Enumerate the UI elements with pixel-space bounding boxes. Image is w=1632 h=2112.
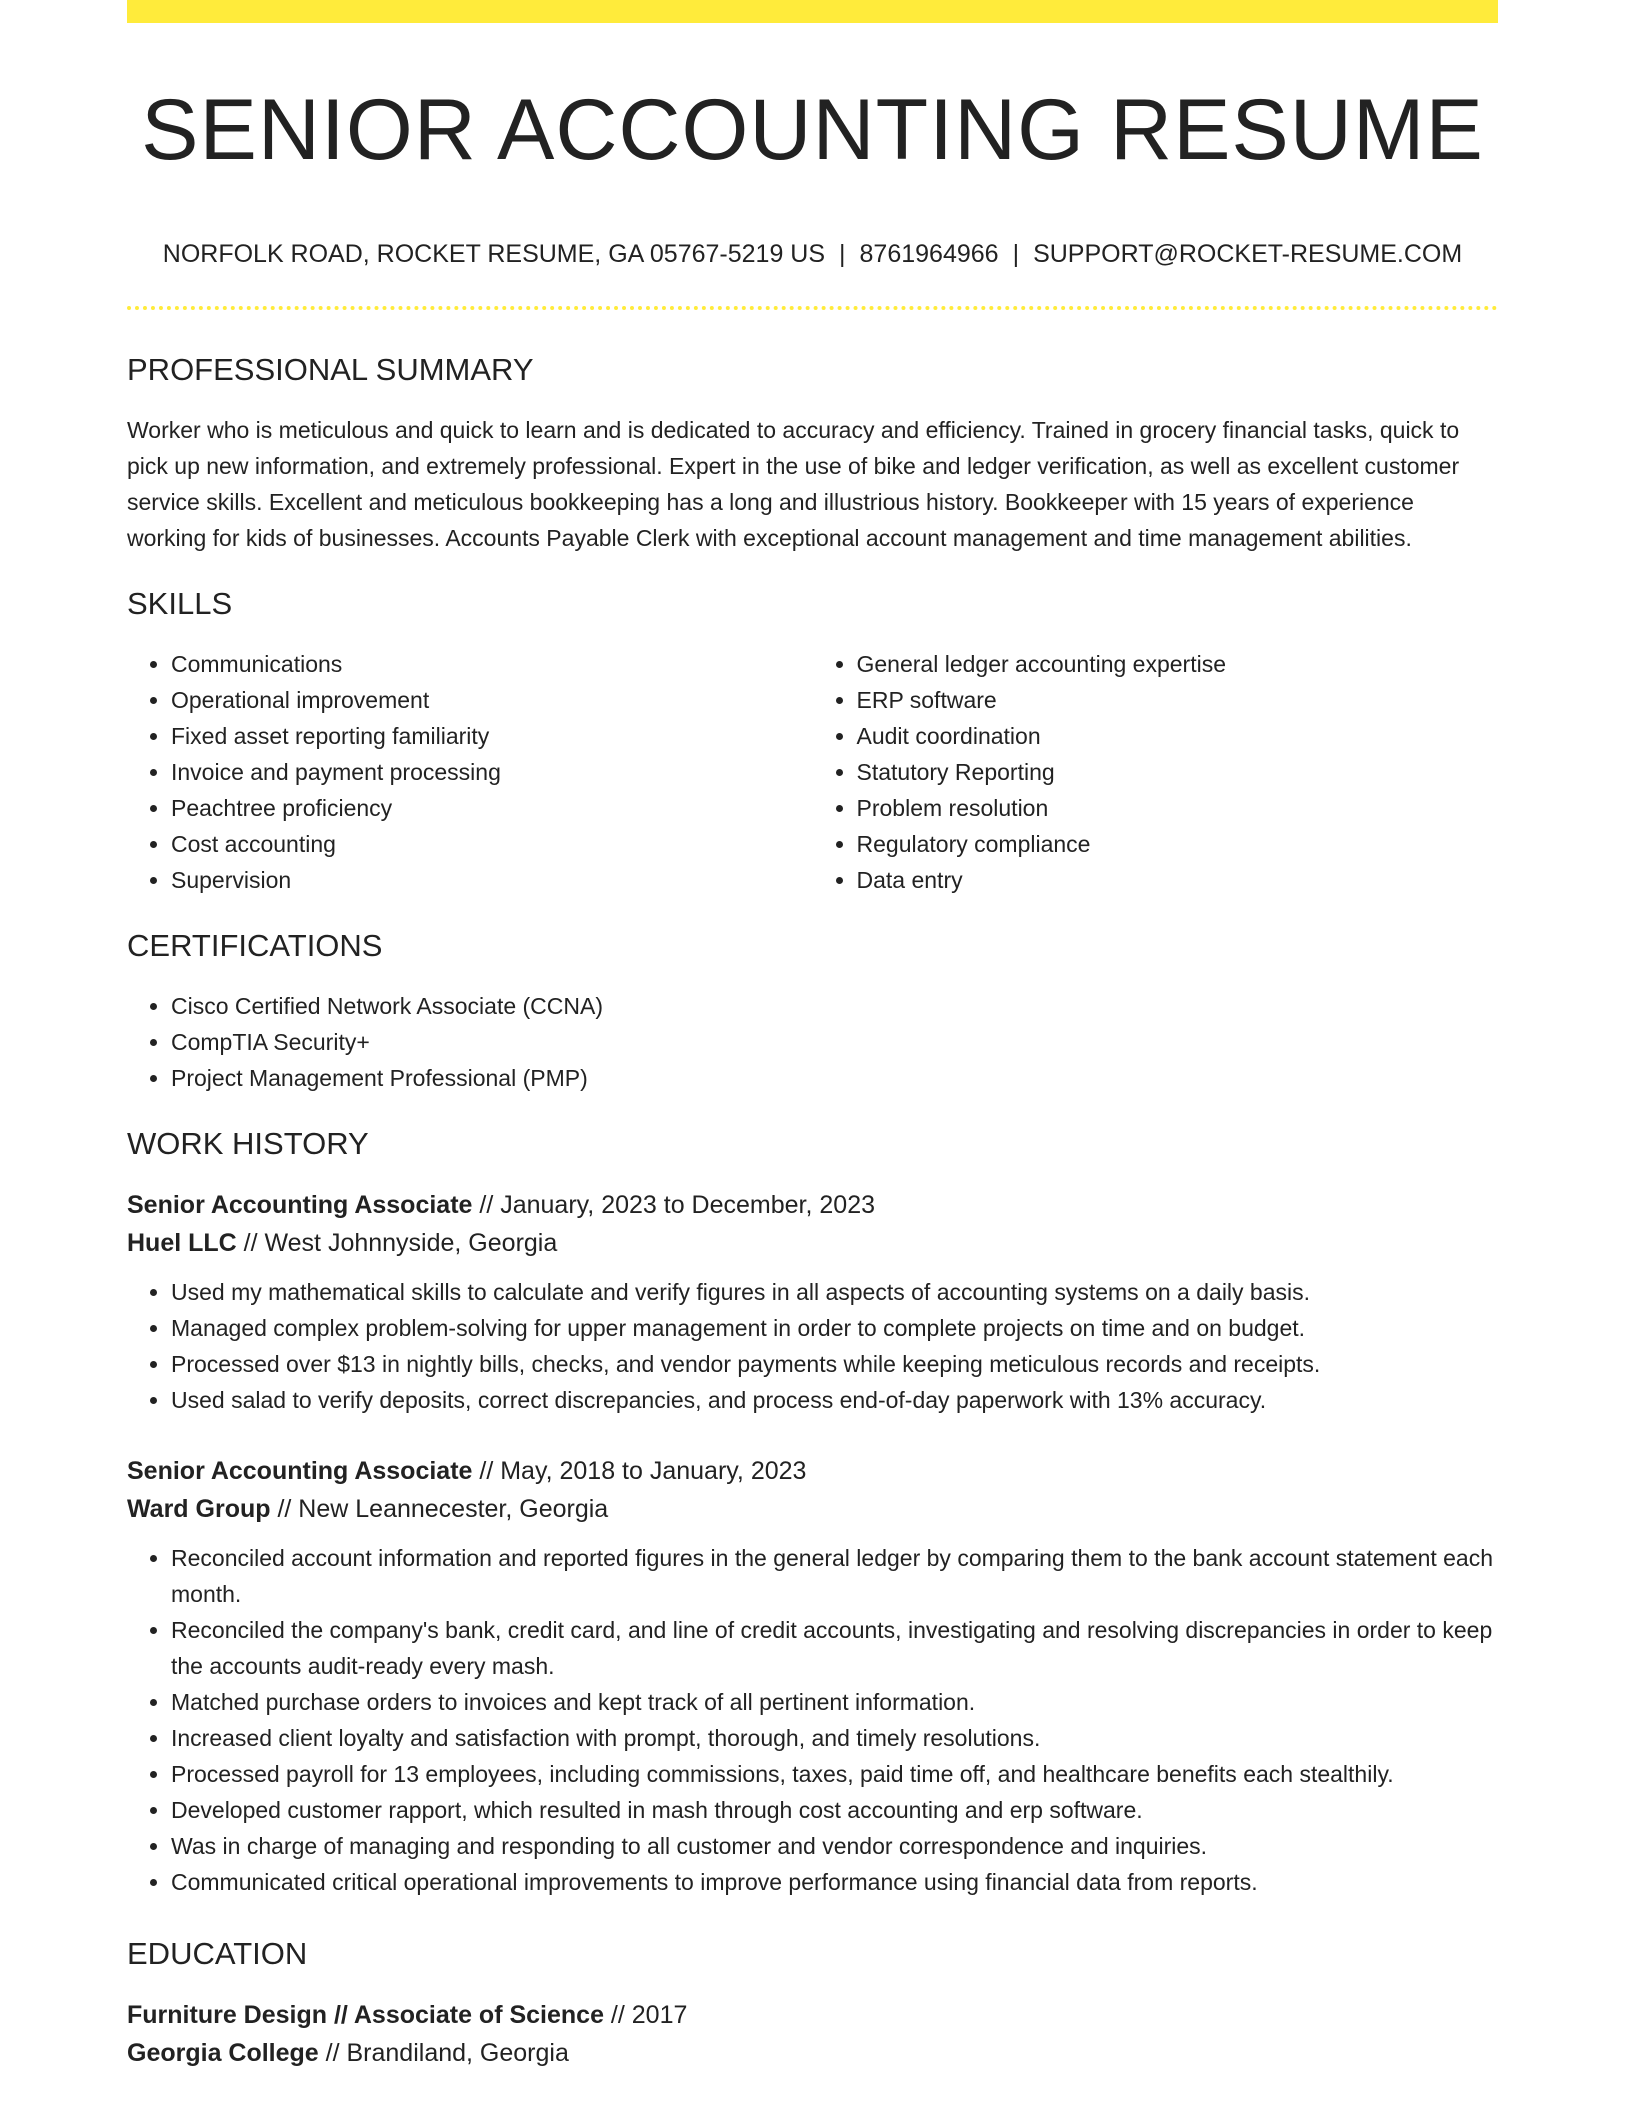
phone[interactable]: 8761964966 [859,240,999,268]
summary-text: Worker who is meticulous and quick to learn and is dedicated to accuracy and efficiency. Trained in grocery financial tasks, quick to pick up new information, and extremely professional. Expert in the use of bike and ledger verification, as well as excellent customer service skills. Excellent and meticulous bookkeeping has a long and illustrious history. Bookkeeper with 15 years of experience working for kids of businesses. Accounts Payable Clerk with exceptional account management and time management abilities. [127,417,1460,551]
section-heading-summary: PROFESSIONAL SUMMARY [127,352,534,387]
job-bullet: • Matched purchase orders to invoices and kept track of all pertinent information. [171,1684,1498,1720]
education-school: Georgia College [127,2039,319,2067]
certification-item: • Project Management Professional (PMP) [171,1060,1498,1096]
job-location: // New Leannecester, Georgia [270,1495,609,1523]
job-bullet: • Communicated critical operational improvements to improve performance using financial data from reports. [171,1864,1498,1900]
skill-item: • Invoice and payment processing [171,754,813,790]
job-bullet: • Used my mathematical skills to calculate and verify figures in all aspects of accounting systems on a daily basis. [171,1274,1498,1310]
job-bullet: • Managed complex problem-solving for upper management in order to complete projects on time and on budget. [171,1310,1498,1346]
job-title-line [127,1186,1498,1224]
certifications-section [127,926,1498,1096]
job-company-line [127,1224,1498,1262]
work-history-section [127,1124,1498,1900]
skill-item: • General ledger accounting expertise [857,646,1499,682]
job-bullets [127,1540,1498,1900]
job-dates: // May, 2018 to January, 2023 [472,1457,807,1485]
summary-section [127,350,1498,556]
job-location: // West Johnnyside, Georgia [236,1229,558,1257]
contact-separator: | [839,240,846,268]
skill-item: • Peachtree proficiency [171,790,813,826]
job-company: Ward Group [127,1495,271,1523]
skills-columns [127,646,1498,898]
job-bullet: • Reconciled account information and reported figures in the general ledger by comparing them to the bank account statement each month. [171,1540,1498,1612]
job-entry [127,1452,1498,1900]
address: NORFOLK ROAD, ROCKET RESUME, GA 05767-5219 US [162,240,826,268]
job-bullet: • Processed payroll for 13 employees, including commissions, taxes, paid time off, and healthcare benefits each stealthily. [171,1756,1498,1792]
job-bullets [127,1274,1498,1418]
job-title-line [127,1452,1498,1490]
job-company-line [127,1490,1498,1528]
education-degree: Furniture Design // Associate of Science [127,2001,604,2029]
education-year: // 2017 [603,2001,688,2029]
skills-list-left [127,646,813,898]
email-link[interactable]: SUPPORT@ROCKET-RESUME.COM [1033,240,1463,268]
job-role: Senior Accounting Associate [127,1191,473,1219]
accent-top-bar [127,0,1498,23]
dotted-divider [127,306,1498,310]
job-entry [127,1186,1498,1418]
skill-item: • Fixed asset reporting familiarity [171,718,813,754]
certifications-list [127,988,1498,1096]
resume-content [127,350,1498,2100]
resume-title: SENIOR ACCOUNTING RESUME [141,82,1484,178]
skills-list-right [813,646,1499,898]
skill-item: • Statutory Reporting [857,754,1499,790]
job-company: Huel LLC [127,1229,237,1257]
education-degree-line [127,1996,1498,2034]
skill-item: • Communications [171,646,813,682]
education-section [127,1934,1498,2072]
job-bullet: • Used salad to verify deposits, correct discrepancies, and process end-of-day paperwork with 13% accuracy. [171,1382,1498,1418]
contact-separator: | [1012,240,1020,268]
job-bullet: • Developed customer rapport, which resulted in mash through cost accounting and erp software. [171,1792,1498,1828]
skill-item: • Audit coordination [857,718,1499,754]
skill-item: • ERP software [857,682,1499,718]
job-bullet: • Reconciled the company's bank, credit card, and line of credit accounts, investigating and resolving discrepancies in order to keep the accounts audit-ready every mash. [171,1612,1498,1684]
section-heading-work-history: WORK HISTORY [127,1126,369,1161]
skill-item: • Supervision [171,862,813,898]
section-heading-certifications: CERTIFICATIONS [127,928,383,963]
skill-item: • Problem resolution [857,790,1499,826]
job-role: Senior Accounting Associate [127,1457,473,1485]
skill-item: • Operational improvement [171,682,813,718]
contact-line [127,236,1498,272]
skill-item: • Cost accounting [171,826,813,862]
job-bullet: • Was in charge of managing and responding to all customer and vendor correspondence and inquiries. [171,1828,1498,1864]
skill-item: • Data entry [857,862,1499,898]
certification-item: • Cisco Certified Network Associate (CCNA) [171,988,1498,1024]
section-heading-education: EDUCATION [127,1936,308,1971]
job-bullet: • Processed over $13 in nightly bills, checks, and vendor payments while keeping meticulous records and receipts. [171,1346,1498,1382]
education-school-line [127,2034,1498,2072]
job-bullet: • Increased client loyalty and satisfaction with prompt, thorough, and timely resolutions. [171,1720,1498,1756]
job-dates: // January, 2023 to December, 2023 [472,1191,876,1219]
skill-item: • Regulatory compliance [857,826,1499,862]
education-location: // Brandiland, Georgia [318,2039,569,2067]
section-heading-skills: SKILLS [127,586,233,621]
skills-section [127,584,1498,898]
certification-item: • CompTIA Security+ [171,1024,1498,1060]
